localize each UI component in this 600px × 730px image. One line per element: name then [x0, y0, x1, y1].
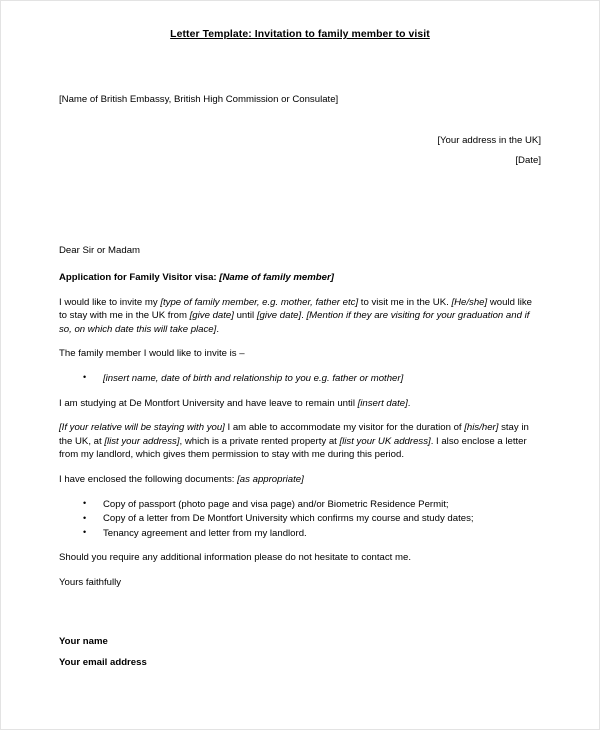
study-paragraph — [59, 397, 541, 411]
enclosures-intro-paragraph — [59, 473, 541, 487]
accommodation-text-1: I am able to accommodate my visitor for the duration of — [224, 422, 465, 434]
study-placeholder-1: [insert date] — [357, 397, 408, 409]
signature-name: Your name — [59, 636, 108, 648]
accommodation-text-4: . I also enclose a letter from my landlord, which gives them permission to stay with me during this period. — [59, 435, 527, 461]
enclosures-intro-text: I have enclosed the following documents: — [59, 473, 238, 485]
invitation-placeholder-3: [give date] — [189, 310, 234, 322]
recipient-address: [Name of British Embassy, British High Commission or Consulate] — [59, 93, 339, 105]
accommodation-placeholder-1: [If your relative will be staying with you] — [59, 422, 225, 434]
subject-placeholder: [Name of family member] — [219, 271, 334, 283]
accommodation-text-2: stay in the UK, at — [59, 422, 529, 447]
subject-line — [59, 271, 541, 285]
study-text-1: I am studying at De Montfort University and have leave to remain until — [59, 397, 358, 409]
page-title: Letter Template: Invitation to family member to visit — [170, 29, 430, 40]
enclosure-item-label: Copy of passport (photo page and visa page) and/or Biometric Residence Permit; — [103, 498, 449, 510]
signature-email: Your email address — [59, 657, 147, 669]
enclosure-item-label: Copy of a letter from De Montfort University which confirms my course and study dates; — [103, 513, 474, 525]
sender-address-line: [Your address in the UK] — [437, 135, 541, 147]
contact-paragraph: Should you require any additional information please do not hesitate to contact me. — [59, 552, 411, 564]
invitation-text-3: would like to stay with me in the UK from — [59, 296, 532, 322]
invitation-placeholder-5: [Mention if they are visiting for your graduation and if so, on which date this will take place] — [59, 310, 530, 335]
address-spacer — [59, 106, 541, 134]
date-line: [Date] — [515, 154, 541, 166]
letter-body — [1, 1, 599, 729]
family-member-list — [59, 372, 541, 386]
invitation-text-6: . — [216, 323, 219, 335]
signature-gap — [59, 597, 541, 635]
list-item — [83, 512, 541, 526]
list-item — [83, 498, 541, 512]
enclosure-item-label: Tenancy agreement and letter from my landlord. — [103, 527, 307, 539]
sign-off: Yours faithfully — [59, 576, 122, 588]
family-member-placeholder: [insert name, date of birth and relationship to you e.g. father or mother] — [103, 372, 404, 384]
invitation-placeholder-1: [type of family member, e.g. mother, father etc] — [160, 296, 359, 308]
list-item — [83, 372, 541, 386]
invitation-placeholder-4: [give date] — [256, 310, 302, 322]
accommodation-placeholder-4: [list your UK address] — [339, 435, 431, 447]
enclosure-list — [59, 498, 541, 541]
lead-in-paragraph: The family member I would like to invite is – — [59, 348, 245, 360]
accommodation-paragraph — [59, 421, 541, 462]
salutation-spacer — [59, 167, 541, 244]
title-spacer — [59, 42, 541, 93]
invitation-text-4: until — [233, 310, 257, 322]
invitation-text-5: . — [301, 310, 307, 322]
list-item — [83, 527, 541, 541]
sender-address-block — [59, 134, 541, 167]
invitation-text-2: to visit me in the UK. — [358, 296, 452, 308]
enclosures-intro-placeholder: [as appropriate] — [237, 473, 304, 485]
accommodation-placeholder-2: [his/her] — [464, 422, 499, 434]
study-text-2: . — [407, 397, 411, 409]
accommodation-text-3: , which is a private rented property at — [179, 435, 340, 447]
salutation: Dear Sir or Madam — [59, 245, 141, 257]
invitation-placeholder-2: [He/she] — [451, 296, 488, 308]
invitation-text-1: I would like to invite my — [59, 296, 161, 308]
subject-label: Application for Family Visitor visa: — [59, 271, 217, 283]
invitation-paragraph — [59, 296, 541, 337]
accommodation-placeholder-3: [list your address] — [104, 435, 180, 447]
